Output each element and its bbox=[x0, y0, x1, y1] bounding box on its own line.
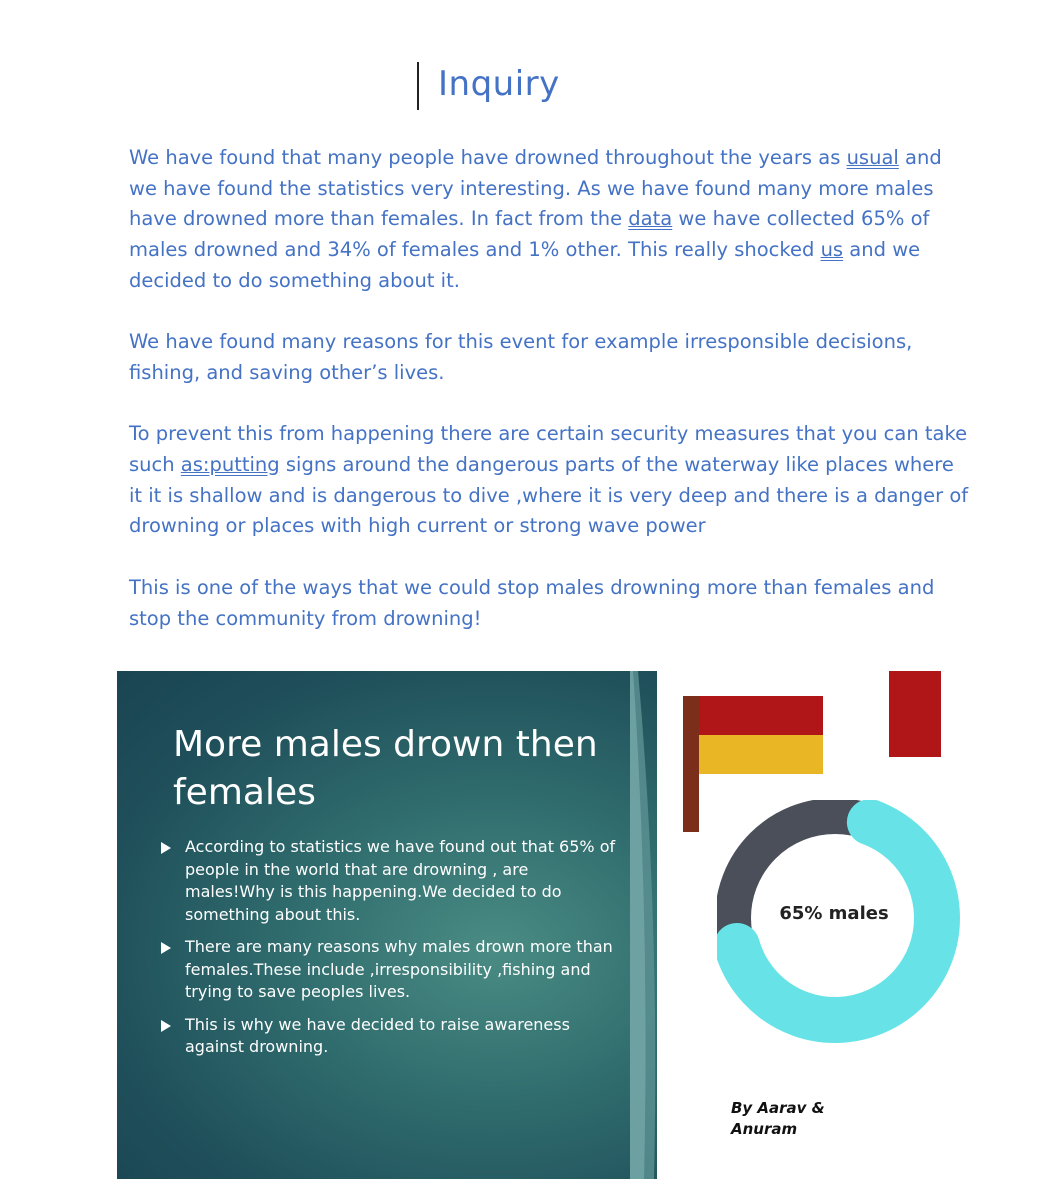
paragraph-text: signs around the dangerous parts of the waterway like places where it it is shallow and is dangerous to dive ,where it is very deep and there is a danger of drowning or places with high current or strong wave power bbox=[129, 453, 969, 538]
paragraph-text: We have found many reasons for this event for example irresponsible decisions, fishing, and saving other’s lives. bbox=[129, 330, 913, 384]
slide-bullet-text: According to statistics we have found out that 65% of people in the world that are drowning , are males!Why is this happening.We decided to do something about this. bbox=[185, 837, 616, 924]
slide-curve-decoration bbox=[630, 671, 660, 1179]
underlined-word: as:putting bbox=[180, 453, 280, 476]
slide-bullet-list bbox=[161, 836, 621, 1069]
slide-bullet bbox=[161, 1014, 621, 1059]
slide-bullet-text: This is why we have decided to raise awareness against drowning. bbox=[185, 1014, 570, 1056]
slide-title: More males drown then females bbox=[173, 724, 598, 813]
flag-red-stripe bbox=[699, 696, 823, 735]
underlined-word: usual bbox=[846, 146, 899, 169]
slide-panel bbox=[117, 671, 657, 1179]
slide-bullet-text: There are many reasons why males drown more than females.These include ,irresponsibility ,fishing and trying to save peoples lives. bbox=[185, 937, 613, 1001]
paragraph-text: and we decided to do something about it. bbox=[129, 238, 921, 292]
body-paragraph bbox=[129, 419, 969, 542]
bullet-arrow-icon bbox=[161, 1020, 171, 1032]
text-cursor bbox=[417, 62, 419, 110]
flag-yellow-stripe bbox=[699, 735, 823, 774]
author-credit: By Aarav & Anuram bbox=[731, 1099, 825, 1138]
paragraph-text: and we have found the statistics very interesting. As we have found many more males have drowned more than females. In fact from the bbox=[129, 146, 942, 231]
body-paragraph bbox=[129, 573, 969, 634]
donut-label: 65% males bbox=[779, 903, 889, 924]
paragraph-text: To prevent this from happening there are certain security measures that you can take such bbox=[129, 422, 968, 476]
underlined-word: us bbox=[820, 238, 844, 262]
donut-chart bbox=[717, 800, 973, 1056]
underlined-word: data bbox=[628, 207, 673, 231]
bullet-arrow-icon bbox=[161, 942, 171, 954]
paragraph-text: we have collected 65% of males drowned and 34% of females and 1% other. This really shocked bbox=[129, 207, 930, 262]
slide-bullet bbox=[161, 836, 621, 926]
paragraph-text: This is one of the ways that we could stop males drowning more than females and stop the community from drowning! bbox=[129, 575, 935, 630]
paragraph-text: We have found that many people have drowned throughout the years as bbox=[129, 146, 847, 169]
bullet-arrow-icon bbox=[161, 842, 171, 854]
body-paragraph bbox=[129, 327, 969, 388]
body-paragraph bbox=[129, 143, 969, 297]
body-text bbox=[129, 143, 969, 665]
red-block-decoration bbox=[889, 671, 941, 757]
page-title: Inquiry bbox=[438, 64, 560, 104]
slide-bullet bbox=[161, 936, 621, 1004]
flag-pole bbox=[683, 696, 699, 832]
